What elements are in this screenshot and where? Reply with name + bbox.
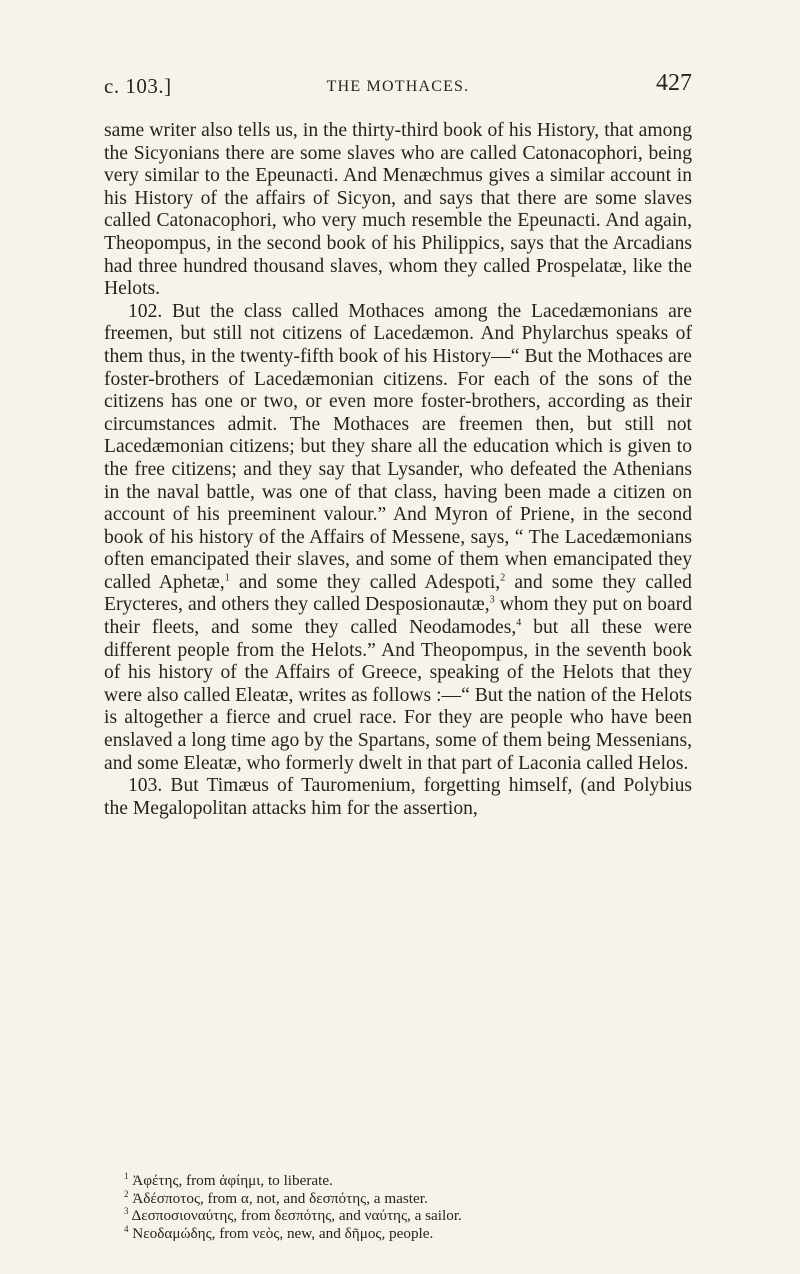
footnote-number: 2 bbox=[124, 1188, 129, 1199]
footnote bbox=[104, 1207, 692, 1225]
footnotes bbox=[104, 1172, 692, 1242]
page-header bbox=[104, 70, 692, 100]
main-text bbox=[104, 120, 692, 820]
paragraph-102-part-d: whom they put on board their fleets, and some they called Neodamodes, bbox=[104, 594, 692, 639]
paragraph-continuation: same writer also tells us, in the thirty-third book of his History, that among the Sicyonians there are some slaves who are called Catonacophori, being very similar to the Epeunacti. And Menæchmus gives a similar account in his History of the affairs of Sicyon, and says that there are some slaves called Catonacophori, who very much resemble the Epeunacti. And again, Theopompus, in the second book of his Philippics, says that the Arcadians had three hundred thousand slaves, whom they called Prospelatæ, like the Helots. bbox=[104, 120, 692, 300]
footnote-number: 1 bbox=[124, 1170, 129, 1181]
paragraph-102-part-a: 102. But the class called Mothaces among the Lacedæmonians are freemen, but still not citizens of Lacedæmon. And Phylarchus speaks of them thus, in the twenty-fifth book of his History—“ But the Mothaces are foster-brothers of Lacedæmonian citizens. For each of the sons of the citizens has one or two, or even more foster-brothers, according as their circumstances admit. The Mothaces are freemen then, but still not Lacedæmonian citizens; but they share all the education which is given to the free citizens; and they say that Lysander, who defeated the Athenians in the naval battle, was one of that class, having been made a citizen on account of his preeminent valour.” And Myron of Priene, in the second book of his history of the Affairs of Messene, says, “ The Lacedæmonians often emancipated their slaves, and some of them when emancipated they called Aphetæ, bbox=[104, 300, 692, 593]
paragraph-102-part-b: and some they called Adespoti, bbox=[229, 571, 501, 593]
running-title: THE MOTHACES. bbox=[326, 78, 470, 95]
paragraph-102 bbox=[104, 301, 692, 775]
footnote-text: Ἀδέσποτος, from α, not, and δεσπότης, a master. bbox=[132, 1189, 428, 1207]
footnote bbox=[104, 1225, 692, 1243]
footnote-text: Δεσποσιοναύτης, from δεσπότης, and ναύτης, a sailor. bbox=[131, 1207, 462, 1224]
footnote bbox=[104, 1172, 692, 1190]
paragraph-103: 103. But Timæus of Tauromenium, forgetting himself, (and Polybius the Megalopolitan attacks him for the assertion, bbox=[104, 775, 692, 819]
footnote-ref-1: 1 bbox=[224, 572, 230, 584]
footnote-text: Νεοδαμώδης, from νεὸς, new, and δῆμος, people. bbox=[132, 1224, 434, 1242]
footnote bbox=[104, 1190, 692, 1208]
page-number: 427 bbox=[656, 70, 692, 96]
footnote-ref-3: 3 bbox=[489, 594, 495, 606]
footnote-ref-4: 4 bbox=[516, 617, 522, 629]
paragraph-102-part-c: and some they called Erycteres, and others they called Desposionautæ, bbox=[104, 571, 692, 616]
footnote-number: 3 bbox=[124, 1205, 129, 1216]
footnote-ref-2: 2 bbox=[500, 572, 506, 584]
footnote-number: 4 bbox=[124, 1223, 129, 1234]
chapter-reference: c. 103.] bbox=[104, 74, 172, 98]
paragraph-102-part-e: but all these were different people from the Helots.” And Theopompus, in the seventh book of his history of the Affairs of Greece, speaking of the Helots that they were also called Eleatæ, writes as follows :—“ But the nation of the Helots is altogether a fierce and cruel race. For they are people who have been enslaved a long time ago by the Spartans, some of them being Messenians, and some Eleatæ, who formerly dwelt in that part of Laconia called Helos. bbox=[104, 617, 692, 774]
footnote-text: Ἀφέτης, from ἀφίημι, to liberate. bbox=[132, 1172, 333, 1189]
